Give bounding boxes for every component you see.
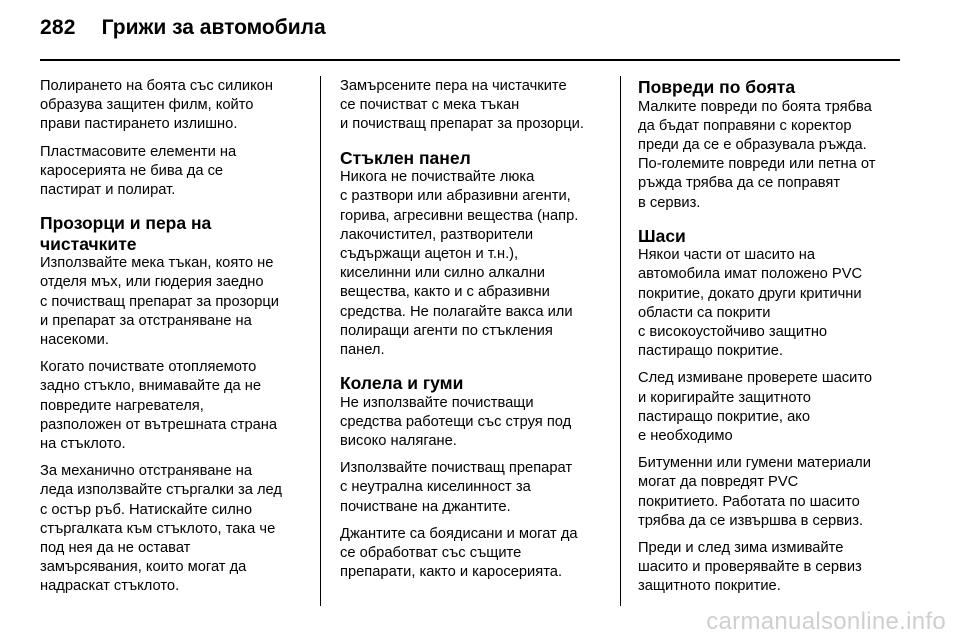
text-line: За механично отстраняване на — [40, 463, 253, 480]
text-line: се почистват с мека тъкан — [340, 97, 520, 114]
text-line: под нея да не остават — [40, 540, 191, 557]
text-line: трябва да се извършва в сервиз. — [638, 512, 864, 529]
text-line: се обработват със същите — [340, 545, 522, 562]
text-line: шасито и проверявайте в сервиз — [638, 559, 862, 576]
text-line: разположен от вътрешната страна — [40, 416, 278, 433]
text-line: Прозорци и пера на — [40, 213, 212, 234]
text-line: Повреди по боята — [638, 77, 796, 97]
text-line: повредите нагревателя, — [40, 397, 204, 414]
text-line: Шаси — [638, 225, 686, 246]
text-line: Използвайте мека тъкан, която не — [40, 255, 274, 272]
text-line: средства работещи със струя под — [340, 413, 572, 430]
text-line: Стъклен панел — [340, 147, 471, 168]
text-line: могат да повредят PVC — [638, 474, 799, 491]
paragraph — [340, 77, 612, 135]
text-line: защитното покритие. — [638, 578, 781, 595]
text-line: автомобила имат положено PVC — [638, 266, 863, 283]
text-line: Никога не почиствайте люка — [340, 169, 535, 186]
text-line: киселинни или силно алкални — [340, 265, 546, 282]
text-line: средства. Не полагайте вакса или — [340, 303, 573, 320]
text-line: съдържащи ацетон и т.н.), — [340, 245, 519, 262]
text-line: Полирането на боята със силикон — [40, 78, 273, 94]
text-line: Битуменни или гумени материали — [638, 455, 871, 472]
text-line: прави пастирането излишно. — [40, 116, 238, 133]
text-line: високо налягане. — [340, 433, 457, 450]
paragraph — [340, 168, 612, 360]
text-line: чистачките — [40, 233, 137, 254]
text-line: преди да се е образувала ръжда. — [638, 136, 867, 153]
paragraph — [340, 394, 612, 452]
text-line: в сервиз. — [638, 194, 701, 211]
text-line: Пластмасовите елементи на — [40, 143, 237, 160]
section-heading — [40, 213, 312, 254]
paragraph — [638, 246, 910, 361]
text-line: задно стъкло, внимавайте да не — [40, 378, 262, 395]
text-column-1 — [40, 77, 312, 605]
paragraph — [40, 77, 312, 135]
chapter-title: Грижи за автомобила — [101, 16, 326, 39]
paragraph — [340, 525, 612, 583]
text-line: По-големите повреди или петна от — [638, 156, 876, 173]
text-line: пастиращо покритие. — [638, 343, 784, 360]
text-line: Преди и след зима измивайте — [638, 540, 844, 557]
text-line: да бъдат поправяни с коректор — [638, 117, 852, 134]
text-line: пастиращо покритие, ако — [638, 408, 811, 425]
text-line: области са покрити — [638, 304, 771, 321]
text-line: леда използвайте стъргалки за лед — [40, 482, 282, 499]
text-line: на стъклото. — [40, 436, 126, 453]
column-divider — [320, 76, 321, 606]
text-column-3 — [638, 77, 910, 605]
paragraph — [638, 539, 910, 597]
text-line: с разтвори или абразивни агенти, — [340, 188, 571, 205]
text-line: покритието. Работата по шасито — [638, 493, 860, 510]
text-line: Замърсените пера на чистачките — [340, 78, 567, 94]
text-line: с неутрална киселинност за — [340, 479, 531, 496]
text-line: надраскат стъклото. — [40, 578, 180, 595]
section-heading — [638, 77, 910, 98]
text-line: отделя мъх, или гюдерия заедно — [40, 274, 264, 291]
text-line: с остър ръб. Натискайте силно — [40, 501, 253, 518]
text-line: насекоми. — [40, 332, 109, 349]
text-line: Малките повреди по боята трябва — [638, 98, 872, 115]
paragraph — [40, 254, 312, 350]
text-line: горива, агресивни вещества (напр. — [340, 207, 579, 224]
text-line: Някои части от шасито на — [638, 247, 816, 264]
paragraph — [638, 454, 910, 531]
text-line: с почистващ препарат за прозорци — [40, 293, 279, 310]
section-heading — [638, 226, 910, 247]
watermark: carmanualsonline.info — [706, 608, 946, 635]
text-line: Не използвайте почистващи — [340, 394, 534, 411]
column-divider — [620, 76, 621, 606]
text-line: пастират и полират. — [40, 182, 176, 199]
text-line: стъргалката към стъклото, така че — [40, 520, 276, 537]
text-line: Използвайте почистващ препарат — [340, 460, 573, 477]
text-line: полиращи агенти по стъкления — [340, 322, 553, 339]
text-line: замърсявания, които могат да — [40, 559, 247, 576]
text-line: След измиване проверете шасито — [638, 370, 873, 387]
page-number: 282 — [40, 16, 76, 39]
header-rule — [40, 59, 900, 61]
text-line: препарати, както и каросерията. — [340, 564, 563, 581]
text-line: панел. — [340, 341, 385, 358]
text-line: вещества, както и с абразивни — [340, 284, 550, 301]
text-line: каросерията не бива да се — [40, 162, 224, 179]
paragraph — [638, 98, 910, 213]
text-line: и препарат за отстраняване на — [40, 312, 252, 329]
text-line: почистване на джантите. — [340, 498, 511, 515]
text-line: Джантите са боядисани и могат да — [340, 525, 578, 542]
text-line: е необходимо — [638, 428, 733, 445]
text-line: и почистващ препарат за прозорци. — [340, 116, 584, 133]
text-line: ръжда трябва да се поправят — [638, 175, 841, 192]
paragraph — [638, 369, 910, 446]
paragraph — [40, 358, 312, 454]
text-line: образува защитен филм, който — [40, 97, 254, 114]
section-heading — [340, 148, 612, 169]
text-line: лакочистител, разтворители — [340, 226, 534, 243]
text-line: покритие, докато други критични — [638, 285, 862, 302]
text-column-2 — [340, 77, 612, 590]
text-line: Когато почиствате отопляемото — [40, 359, 257, 376]
text-line: и коригирайте защитното — [638, 389, 811, 406]
paragraph — [340, 459, 612, 517]
page-header — [40, 16, 326, 46]
section-heading — [340, 373, 612, 394]
paragraph — [40, 462, 312, 596]
paragraph — [40, 143, 312, 201]
text-line: Колела и гуми — [340, 373, 464, 394]
text-line: с високоустойчиво защитно — [638, 324, 828, 341]
